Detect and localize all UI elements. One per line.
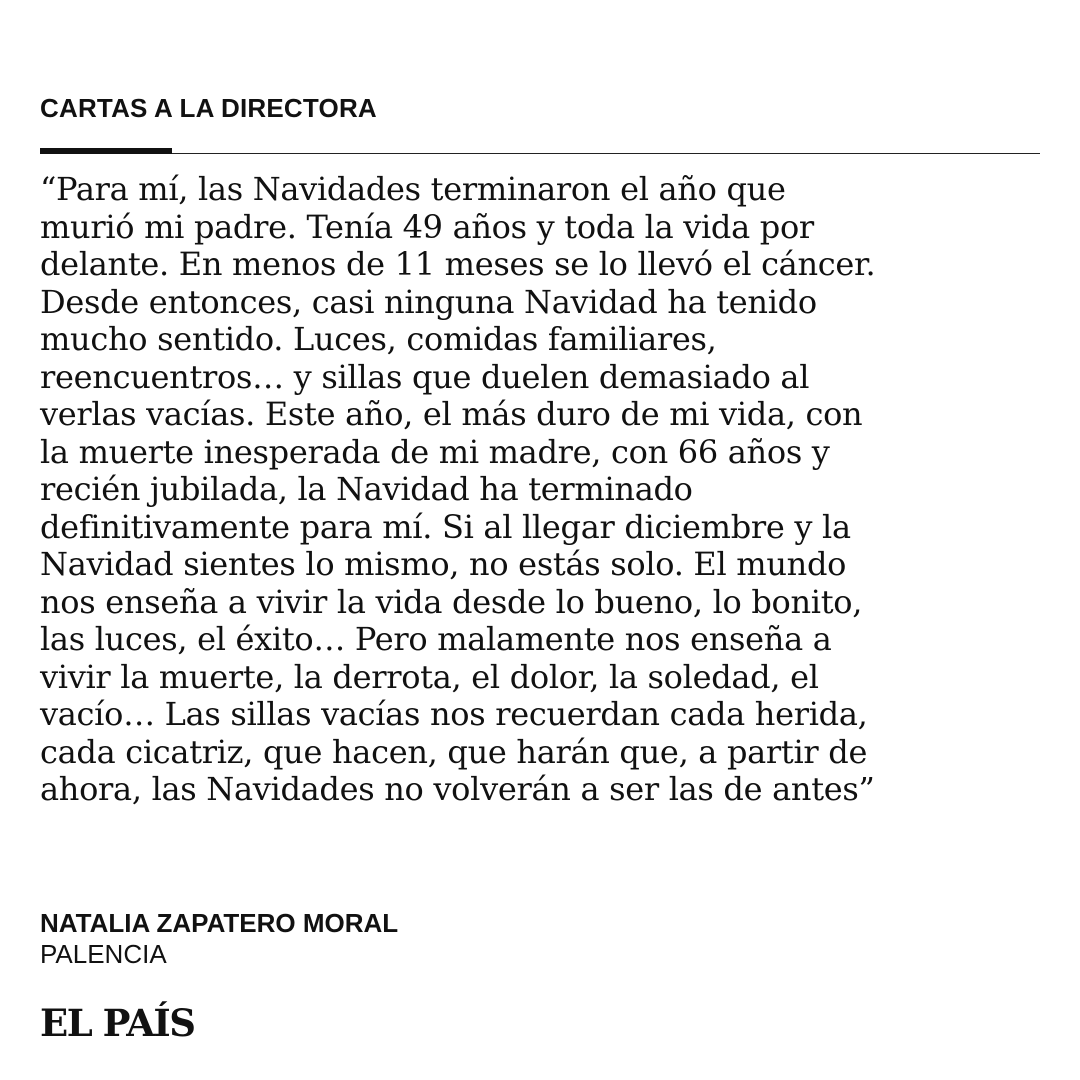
letter-line: Desde entonces, casi ninguna Navidad ha tenido bbox=[40, 282, 817, 321]
letter-line: delante. En menos de 11 meses se lo llevó el cáncer. bbox=[40, 245, 876, 283]
letter-line: mucho sentido. Luces, comidas familiares, bbox=[40, 320, 717, 358]
letter-line: verlas vacías. Este año, el más duro de mi vida, con bbox=[40, 395, 863, 433]
letter-line: las luces, el éxito… Pero malamente nos enseña a bbox=[40, 620, 832, 658]
letter-quote bbox=[40, 171, 1050, 809]
header-rule bbox=[40, 153, 1040, 154]
letter-line: definitivamente para mí. Si al llegar diciembre y la bbox=[40, 507, 851, 546]
letter-line: “Para mí, las Navidades terminaron el año que bbox=[40, 170, 786, 208]
author-name: NATALIA ZAPATERO MORAL bbox=[40, 908, 399, 938]
letter-line: reencuentros… y sillas que duelen demasiado al bbox=[40, 357, 810, 396]
letter-line: la muerte inesperada de mi madre, con 66 años y bbox=[40, 432, 830, 471]
letter-line: murió mi padre. Tenía 49 años y toda la vida por bbox=[40, 207, 814, 246]
letter-line: cada cicatriz, que hacen, que harán que, a partir de bbox=[40, 732, 868, 771]
letter-line: recién jubilada, la Navidad ha terminado bbox=[40, 470, 693, 508]
letter-line: vivir la muerte, la derrota, el dolor, la soledad, el bbox=[40, 657, 819, 696]
letter-line: Navidad sientes lo mismo, no estás solo. El mundo bbox=[40, 545, 847, 583]
letter-line: vacío… Las sillas vacías nos recuerdan cada herida, bbox=[40, 695, 868, 733]
section-label: CARTAS A LA DIRECTORA bbox=[40, 93, 377, 123]
author-city: PALENCIA bbox=[40, 939, 167, 969]
letter-line: ahora, las Navidades no volverán a ser las de antes” bbox=[40, 770, 875, 808]
letter-line: nos enseña a vivir la vida desde lo bueno, lo bonito, bbox=[40, 582, 863, 621]
header-rule-accent bbox=[40, 148, 172, 154]
el-pais-logo: EL PAÍS bbox=[40, 1001, 195, 1045]
